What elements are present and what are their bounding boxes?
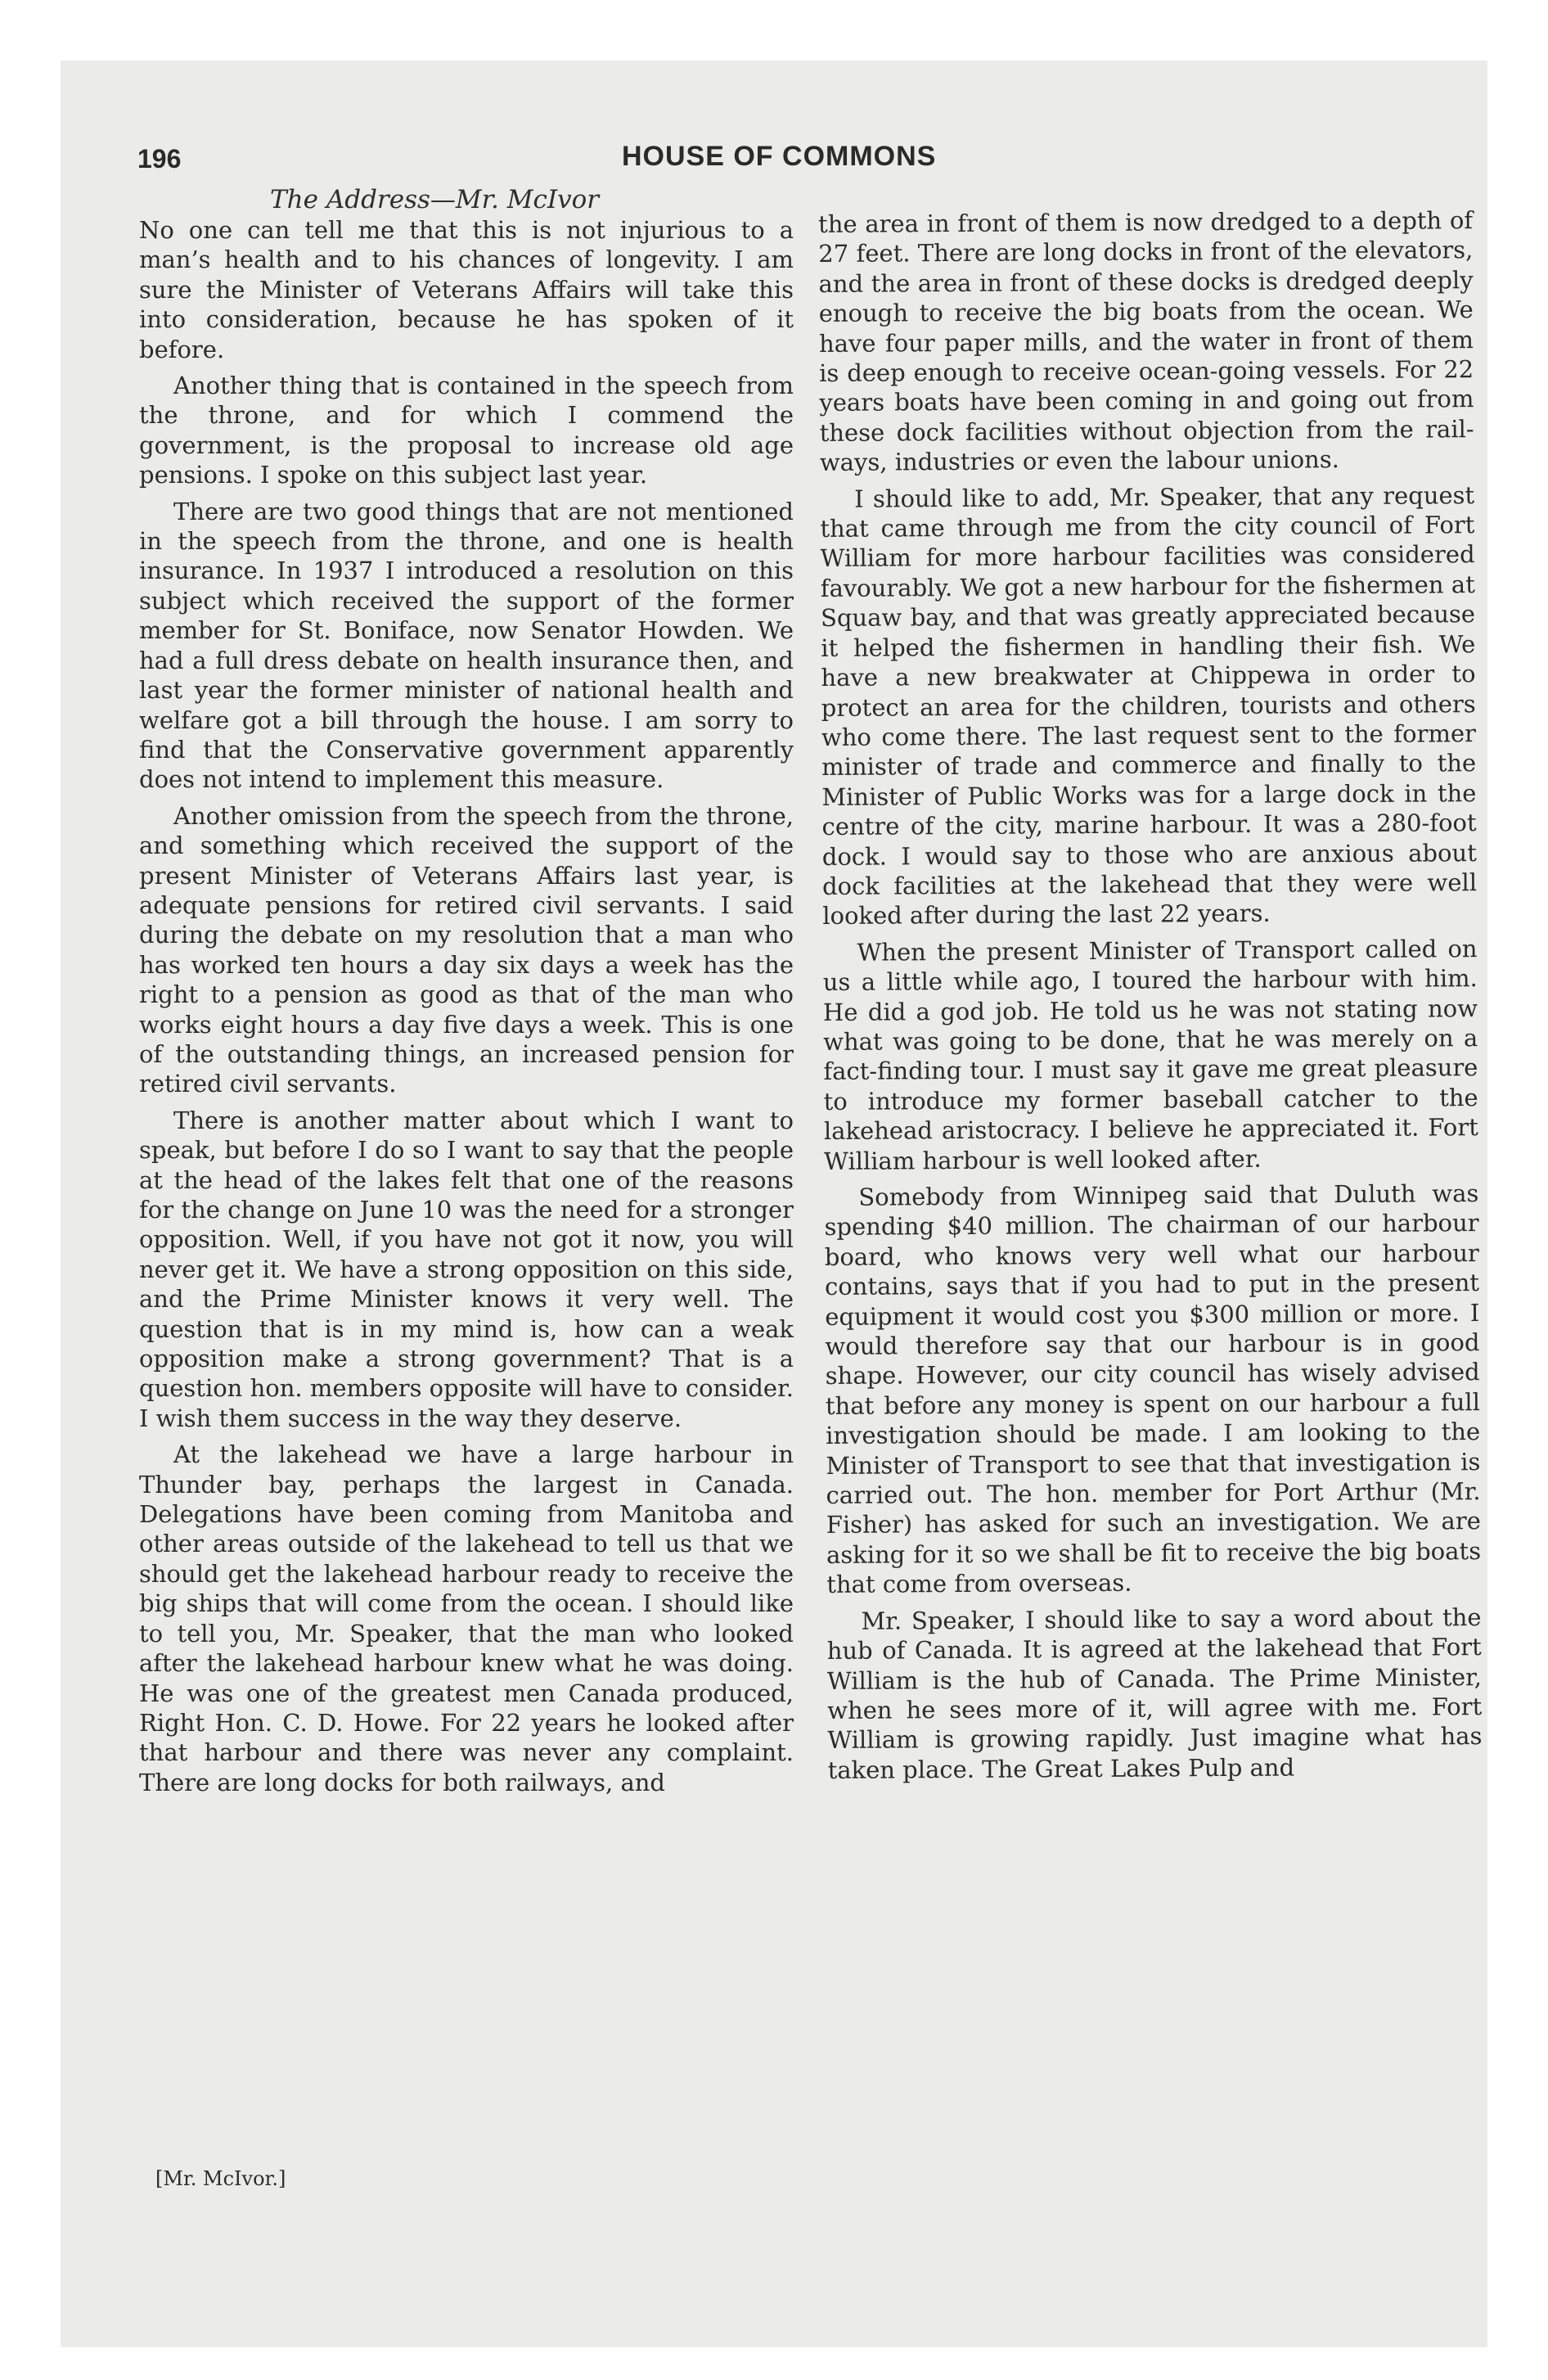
speaker-footnote: [Mr. McIvor.] [155, 2167, 286, 2190]
running-head: HOUSE OF COMMONS [622, 141, 937, 172]
paragraph: Another omission from the speech from the throne, and something which received the support of the present Minister of Veterans Affairs last year, is adequate pensions for retired civil servants. I said during the debate on my resolution that a man who has worked ten hours a day six days a week has the right to a pension as good as that of the man who works eight hours a day five days a week. This is one of the outstanding things, an increased pension for retired civil servants. [139, 801, 794, 1098]
section-title: The Address—Mr. McIvor [270, 185, 600, 214]
paragraph: No one can tell me that this is not injurious to a man’s health and to his chances of longevity. I am sure the Minister of Veterans Affairs will take this into consideration, because he has spoken of it before. [139, 216, 794, 363]
paragraph: There are two good things that are not mentioned in the speech from the throne, and one is health insurance. In 1937 I introduced a resolution on this subject which received the support of the former member for St. Boniface, now Senator Howden. We had a full dress debate on health insurance then, and last year the former minister of national health and welfare got a bill through the house. I am sorry to find that the Conservative government apparently does not intend to implement this measure. [139, 497, 794, 794]
paragraph: Somebody from Winnipeg said that Duluth was spending $40 million. The chairman of our harbour board, who knows very well what our harbour contains, says that if you had to put in the present equipment it would cost you $300 million or more. I would therefore say that our harbour is in good shape. However, our city council has wisely advised that before any money is spent on our harbour a full investigation should be made. I am looking to the Minister of Transport to see that that investigation is carried out. The hon. member for Port Arthur (Mr. Fisher) has asked for such an investigation. We are asking for it so we shall be fit to receive the big boats that come from overseas. [824, 1179, 1482, 1599]
left-column [139, 215, 794, 1804]
right-column [818, 205, 1483, 1792]
paragraph: Another thing that is contained in the speech from the throne, and for which I commend the government, is the proposal to increase old age pensions. I spoke on this subject last year. [139, 372, 794, 489]
paragraph: the area in front of them is now dredged to a depth of 27 feet. There are long docks in front of the elevators, and the area in front of these docks is dredged deeply enough to receive the big boats from the ocean. We have four paper mills, and the water in front of them is deep enough to receive ocean-going vessels. For 22 years boats have been coming in and going out from these dock facilities without objection from the railways, industries or even the labour unions. [818, 206, 1474, 477]
paragraph: There is another matter about which I want to speak, but before I do so I want to say that the people at the head of the lakes felt that one of the reasons for the change on June 10 was the need for a stronger opposition. Well, if you have not got it now, you will never get it. We have a strong opposition on this side, and the Prime Minister knows it very well. The question that is in my mind is, how can a weak opposition make a strong government? That is a question hon. members opposite will have to consider. I wish them success in the way they deserve. [139, 1106, 794, 1432]
paragraph: At the lakehead we have a large harbour in Thunder bay, perhaps the largest in Canada. Delegations have been coming from Manitoba and other areas outside of the lakehead to tell us that we should get the lakehead harbour ready to receive the big ships that will come from the ocean. I should like to tell you, Mr. Speaker, that the man who looked after the lakehead harbour knew what he was doing. He was one of the greatest men Canada produced, Right Hon. C. D. Howe. For 22 years he looked after that harbour and there was never any complaint. There are long docks for both railways, and [139, 1440, 794, 1796]
paragraph: Mr. Speaker, I should like to say a word about the hub of Canada. It is agreed at the lakehead that Fort William is the hub of Canada. The Prime Minister, when he sees more of it, will agree with me. Fort William is growing rapidly. Just imagine what has taken place. The Great Lakes Pulp and [826, 1602, 1483, 1784]
paragraph: When the present Minister of Transport called on us a little while ago, I toured the harbour with him. He did a god job. He told us he was not stating now what was going to be done, that he was merely on a fact-finding tour. I must say it gave me great pleasure to introduce my former baseball catcher to the lakehead aristocracy. I believe he appreciated it. Fort William harbour is well looked after. [822, 934, 1478, 1175]
page-number: 196 [137, 144, 182, 174]
paragraph: I should like to add, Mr. Speaker, that any request that came through me from the city council of Fort William for more harbour facilities was considered favourably. We got a new harbour for the fishermen at Squaw bay, and that was greatly appreciated because it helped the fishermen in handling their fish. We have a new breakwater at Chippewa in order to protect an area for the children, tourists and others who come there. The last request sent to the former minister of trade and commerce and finally to the Minister of Public Works was for a large dock in the centre of the city, marine harbour. It was a 280-foot dock. I would say to those who are anxious about dock facilities at the lakehead that they were well looked after during the last 22 years. [820, 480, 1478, 931]
